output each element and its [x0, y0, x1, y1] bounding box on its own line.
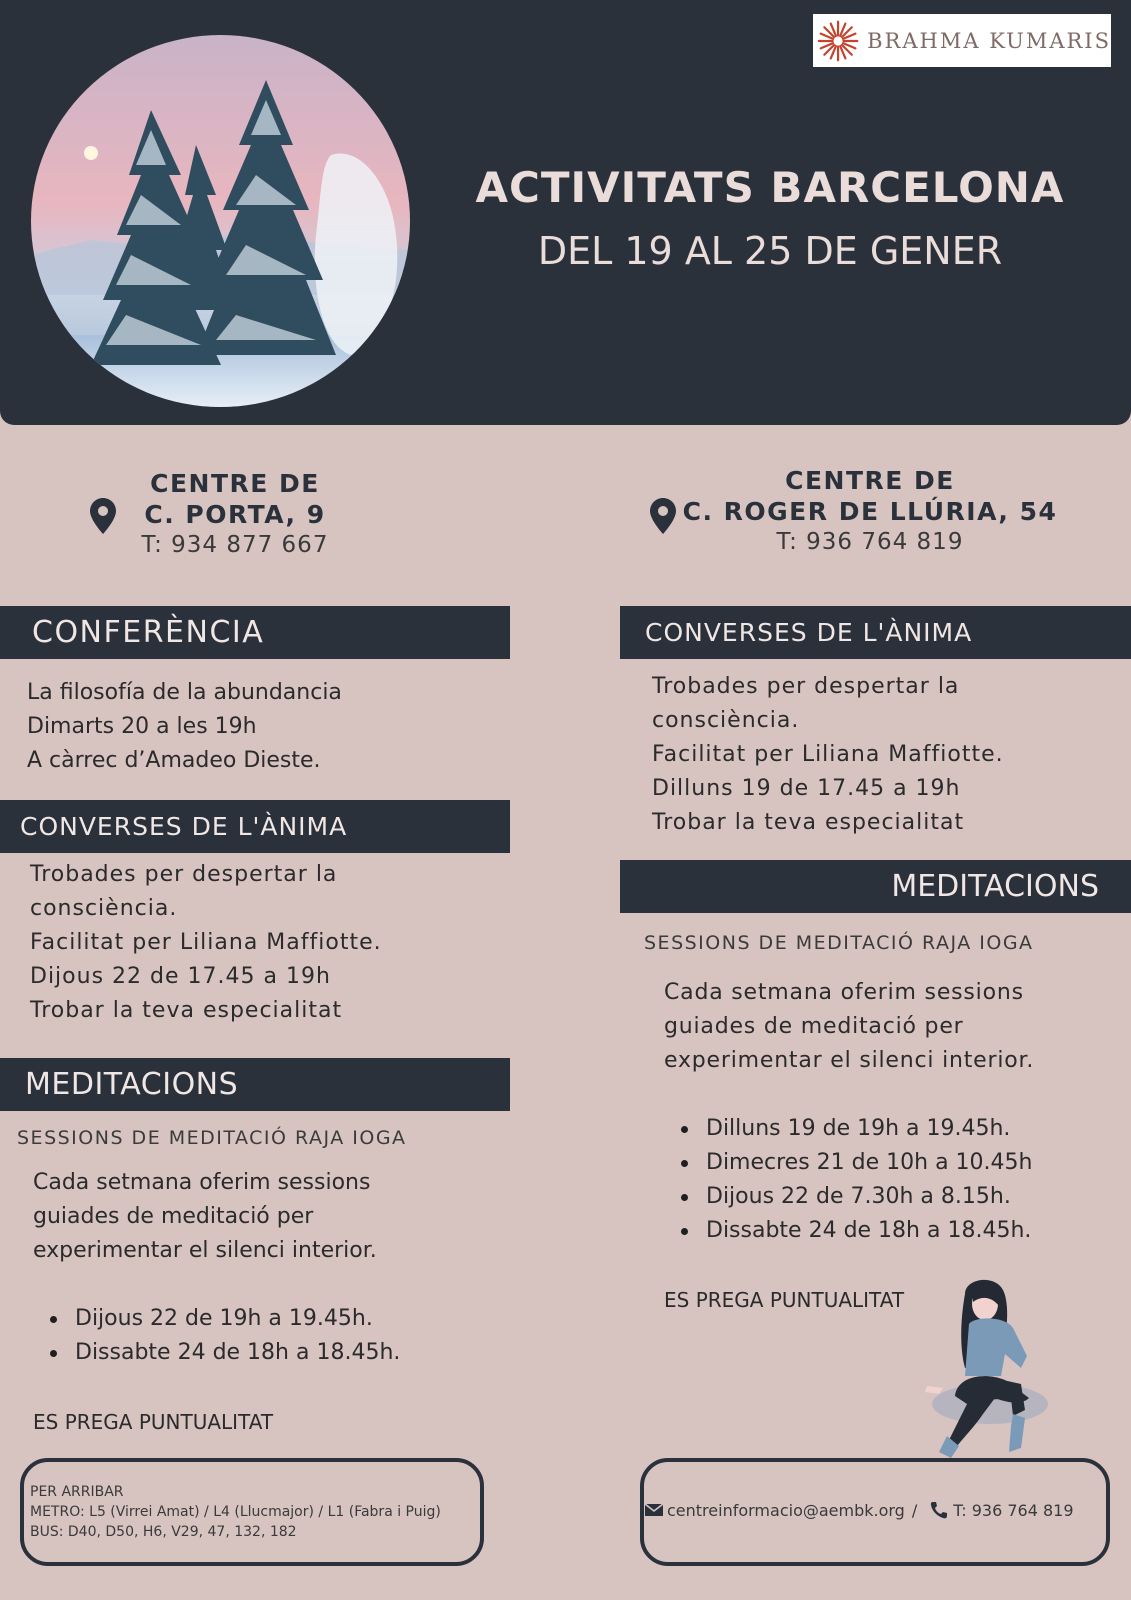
converses-line: consciència. — [652, 708, 800, 733]
converses-line: Dijous 22 de 17.45 a 19h — [30, 964, 331, 989]
converses-line: Dilluns 19 de 17.45 a 19h — [652, 776, 961, 801]
session-item: Dijous 22 de 19h a 19.45h. — [33, 1302, 400, 1336]
directions-bus: BUS: D40, D50, H6, V29, 47, 132, 182 — [30, 1524, 297, 1540]
contact-email[interactable]: centreinformacio@aembk.org — [667, 1500, 905, 1520]
meditacions-heading: MEDITACIONS — [620, 860, 1131, 913]
conferencia-speaker: A càrrec d’Amadeo Dieste. — [27, 748, 321, 773]
meditacions-line: experimentar el silenci interior. — [664, 1048, 1035, 1073]
converses-details — [30, 858, 382, 1028]
converses-heading: CONVERSES DE L'ÀNIMA — [0, 800, 510, 853]
meditacions-description — [33, 1166, 377, 1268]
meditacions-subheading: SESSIONS DE MEDITACIÓ RAJA IOGA — [17, 1127, 407, 1149]
meditacions-sessions-list — [664, 1112, 1032, 1248]
conferencia-date: Dimarts 20 a les 19h — [27, 714, 257, 739]
meditacions-line: experimentar el silenci interior. — [33, 1238, 377, 1263]
conferencia-title: La filosofía de la abundancia — [27, 680, 342, 705]
directions-title: PER ARRIBAR — [30, 1484, 124, 1500]
directions-box — [20, 1458, 484, 1566]
converses-line: Trobar la teva especialitat — [30, 998, 343, 1023]
centre-phone: T: 936 764 819 — [776, 529, 964, 555]
centre-street: C. PORTA, 9 — [144, 500, 326, 529]
envelope-icon — [644, 1502, 664, 1518]
session-item: Dissabte 24 de 18h a 18.45h. — [33, 1336, 400, 1370]
punctuality-note: ES PREGA PUNTUALITAT — [33, 1410, 274, 1434]
converses-heading: CONVERSES DE L'ÀNIMA — [620, 606, 1131, 659]
meditacions-subheading: SESSIONS DE MEDITACIÓ RAJA IOGA — [644, 932, 1034, 954]
meditacions-description — [664, 976, 1034, 1078]
converses-line: Facilitat per Liliana Maffiotte. — [30, 930, 382, 955]
centre-porta-address — [120, 468, 350, 560]
location-pin-icon — [90, 498, 116, 534]
converses-line: Trobades per despertar la — [30, 862, 338, 887]
converses-line: Trobar la teva especialitat — [652, 810, 965, 835]
conferencia-heading: CONFERÈNCIA — [0, 606, 510, 659]
meditacions-line: Cada setmana oferim sessions — [664, 980, 1024, 1005]
centre-phone: T: 934 877 667 — [141, 532, 329, 558]
directions-metro: METRO: L5 (Virrei Amat) / L4 (Llucmajor) / L1 (Fabra i Puig) — [30, 1504, 441, 1520]
contact-row — [644, 1500, 1074, 1520]
meditacions-line: guiades de meditació per — [664, 1014, 964, 1039]
conferencia-details — [27, 676, 342, 778]
punctuality-note: ES PREGA PUNTUALITAT — [664, 1288, 905, 1312]
session-item: Dilluns 19 de 19h a 19.45h. — [664, 1112, 1032, 1146]
contact-phone[interactable]: T: 936 764 819 — [953, 1500, 1074, 1520]
page-title: ACTIVITATS BARCELONA — [475, 163, 1065, 212]
centre-street: C. ROGER DE LLÚRIA, 54 — [682, 497, 1058, 526]
contact-box — [640, 1458, 1110, 1566]
header-banner — [0, 0, 1131, 425]
location-pin-icon — [650, 498, 676, 534]
meditating-woman-illustration — [925, 1276, 1055, 1461]
brahma-kumaris-logo — [813, 14, 1111, 67]
converses-line: consciència. — [30, 896, 178, 921]
meditacions-sessions-list — [33, 1302, 400, 1370]
session-item: Dijous 22 de 7.30h a 8.15h. — [664, 1180, 1032, 1214]
session-item: Dimecres 21 de 10h a 10.45h — [664, 1146, 1032, 1180]
centre-label: CENTRE DE — [150, 469, 320, 498]
phone-icon — [929, 1500, 947, 1520]
converses-line: Facilitat per Liliana Maffiotte. — [652, 742, 1004, 767]
session-item: Dissabte 24 de 18h a 18.45h. — [664, 1214, 1032, 1248]
winter-trees-photo — [31, 35, 410, 407]
logo-text: BRAHMA KUMARIS — [867, 28, 1111, 53]
meditacions-line: Cada setmana oferim sessions — [33, 1170, 371, 1195]
sun-rays-logo-icon — [817, 18, 859, 64]
page-subtitle: DEL 19 AL 25 DE GENER — [537, 229, 1003, 273]
meditacions-line: guiades de meditació per — [33, 1204, 314, 1229]
centre-label: CENTRE DE — [785, 466, 955, 495]
converses-details — [652, 670, 1004, 840]
contact-separator: / — [911, 1500, 918, 1520]
centre-roger-de-lluria-address — [680, 465, 1060, 557]
converses-line: Trobades per despertar la — [652, 674, 960, 699]
meditacions-heading: MEDITACIONS — [0, 1058, 510, 1111]
